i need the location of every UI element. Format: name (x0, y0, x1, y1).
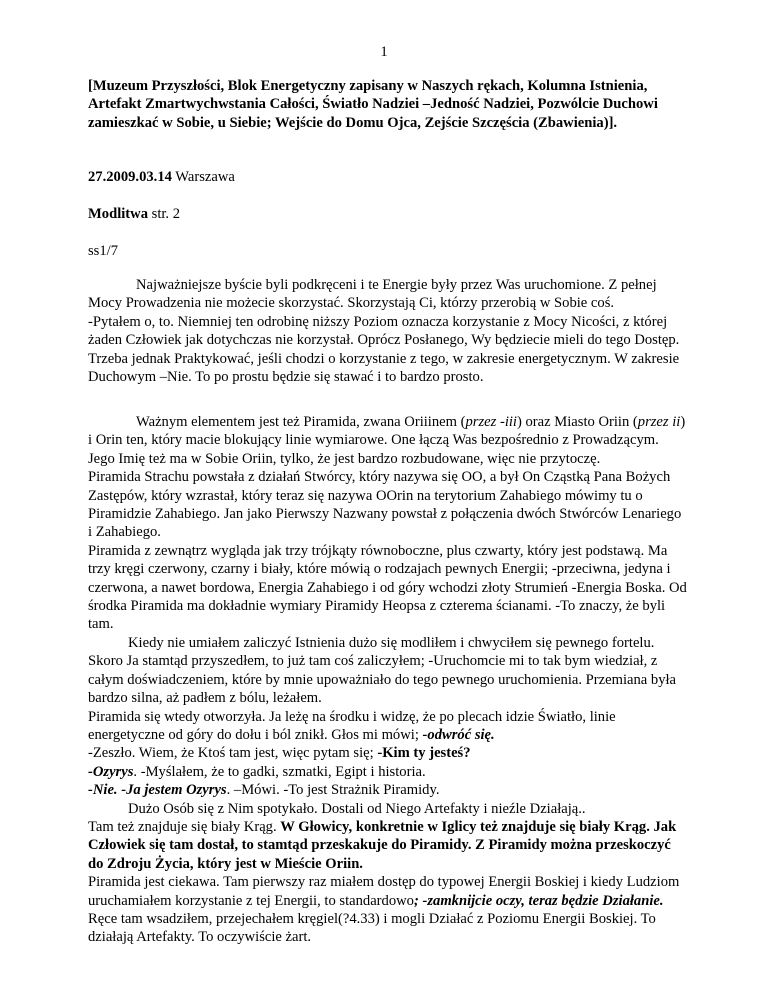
date-line (88, 168, 235, 186)
bold-text: -Kim ty jesteś? (377, 745, 471, 762)
paragraph-block-1 (88, 276, 688, 386)
prayer-page: str. 2 (148, 206, 181, 222)
text: Piramida się wtedy otworzyła. Ja leżę na środku i widzę, że po plecach idzie Światło, linie energetyczne od góry do dołu i ból znikł. Głos mi mówi; (88, 708, 616, 743)
bold-italic-text: -odwróć się. (422, 726, 495, 743)
bold-italic-text: ; -zamknijcie oczy, teraz będzie Działanie. (413, 892, 664, 909)
paragraph (88, 873, 688, 947)
text: ) i Orin ten, który macie blokujący linie wymiarowe. One łączą Was bezpośrednio z Prowadzącym. (88, 414, 686, 449)
paragraph: Dużo Osób się z Nim spotykało. Dostali od Niego Artefakty i nieźle Działają.. (128, 800, 586, 817)
bold-italic-text: -Nie. -Ja jestem Ozyrys (88, 782, 227, 799)
paragraph (88, 744, 688, 762)
prayer-line (88, 205, 180, 223)
prayer-label: Modlitwa (88, 206, 148, 222)
document-title: [Muzeum Przyszłości, Blok Energetyczny zapisany w Naszych rękach, Kolumna Istnienia, Artefakt Zmartwychwstania Całości, Światło Nadziei –Jedność Nadziei, Pozwólcie Duchowi zamieszkać w Sobie, u Siebie; Wejście do Domu Ojca, Zejście Szczęścia (Zbawienia)]. (88, 78, 658, 131)
text: -Zeszło. Wiem, że Ktoś tam jest, więc pytam się; (88, 745, 378, 762)
paragraph (88, 763, 688, 781)
text: Ważnym elementem jest też Piramida, zwana Oriiinem ( (136, 414, 466, 430)
bold-italic-text: -Ozyrys (88, 763, 134, 780)
bold-text: W Głowicy, konkretnie w Iglicy też znajduje się biały Krąg. Jak Człowiek się tam dostał, to stamtąd przeskakuje do Piramidy. Z Piramidy można przeskoczyć do Zdroju Życia, który jest w Mieście Oriin. (88, 818, 677, 872)
paragraph (88, 708, 688, 745)
paragraph: Najważniejsze byście byli podkręceni i te Energie były przez Was uruchomione. Z pełnej Mocy Prowadzenia nie możecie skorzystać. Skorzystają Ci, którzy przerobią w Sobie coś. (88, 277, 657, 312)
text: ) oraz Miasto Oriin ( (516, 414, 638, 430)
paragraph (88, 413, 688, 450)
text: Piramida jest ciekawa. Tam pierwszy raz miałem dostęp do typowej Energii Boskiej i kiedy Ludziom uruchamiałem korzystanie z tej Energii, to standardowo (88, 874, 680, 909)
paragraph (88, 781, 688, 799)
section-code: ss1/7 (88, 243, 119, 259)
paragraph: Kiedy nie umiałem zaliczyć Istnienia dużo się modliłem i chwyciłem się pewnego fortelu. Skoro Ja stamtąd przyszedłem, to już tam coś zaliczyłem; -Uruchomcie mi to tak bym wiedział, z całym doświadczeniem, które by mnie upoważniało do tego pewnego uruchomienia. Przemiana była bardzo silna, aż padłem z bólu, leżałem. (88, 634, 677, 707)
text: Ręce tam wsadziłem, przejechałem kręgiel(?4.33) i mogli Działać z Poziomu Energii Boskiej. To działają Artefakty. To oczywiście żart. (88, 910, 656, 946)
text: . -Myślałem, że to gadki, szmatki, Egipt i historia. (133, 763, 426, 780)
text: . –Mówi. -To jest Strażnik Piramidy. (226, 782, 440, 799)
date: 27.2009.03.14 (88, 169, 172, 185)
italic-text: przez ii (637, 414, 681, 430)
paragraph: Piramida z zewnątrz wygląda jak trzy trójkąty równoboczne, plus czwarty, który jest podstawą. Ma trzy kręgi czerwony, czarny i biały, które mówią o rodzajach pewnych Energii; -przeciwna, jedyna i czerwona, a nawet bordowa, Energia Zahabiego i od góry wchodzi złoty Strumień -Energia Boska. Od środka Piramida ma dokładnie wymiary Piramidy Heopsa z czterema ścianami. -To znaczy, że byli tam. (88, 542, 687, 633)
text: Tam też znajduje się biały Krąg. (88, 818, 281, 835)
paragraph-block-2 (88, 413, 688, 947)
paragraph: Jego Imię też ma w Sobie Oriin, tylko, że jest bardzo rozbudowane, więc nie przytoczę. (88, 450, 601, 467)
page-number: 1 (380, 44, 388, 60)
place: Warszawa (171, 169, 235, 185)
paragraph (88, 818, 688, 873)
italic-text: przez -iii (465, 414, 517, 430)
paragraph: Piramida Strachu powstała z działań Stwórcy, który nazywa się OO, a był On Cząstką Pana Bożych Zastępów, który wzrastał, który teraz się nazywa OOrin na terytorium Zahabiego mówimy tu o Piramidzie Zahabiego. Jan jako Pierwszy Nazwany powstał z połączenia dwóch Stwórców Lenariego i Zahabiego. (88, 469, 682, 541)
paragraph: -Pytałem o, to. Niemniej ten odrobinę niższy Poziom oznacza korzystanie z Mocy Nicości, z której żaden Człowiek jak dotychczas nie korzystał. Oprócz Posłanego, Wy będziecie mieli do tego Dostęp. Trzeba jednak Praktykować, jeśli chodzi o korzystanie z tego, w zakresie energetycznym. W zakresie Duchowym –Nie. To po prostu będzie się stawać i to bardzo prosto. (88, 313, 680, 386)
